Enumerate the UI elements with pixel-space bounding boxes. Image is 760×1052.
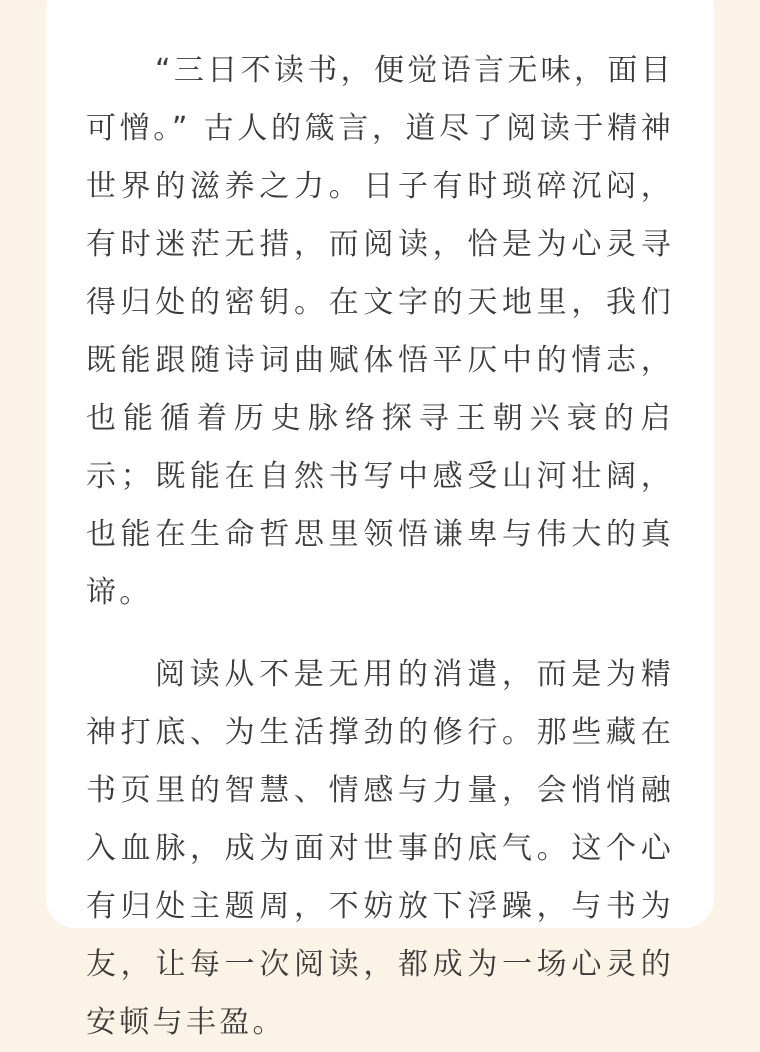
article-paragraph-2: 阅读从不是无用的消遣，而是为精神打底、为生活撑劲的修行。那些藏在书页里的智慧、情感与力量，会悄悄融入血脉，成为面对世事的底气。这个心有归处主题周，不妨放下浮躁，与书为友，让每一次阅读，都成为一场心灵的安顿与丰盈。 <box>86 657 674 1040</box>
article-paragraph-1: “三日不读书，便觉语言无味，面目可憎。” 古人的箴言，道尽了阅读于精神世界的滋养之力。日子有时琐碎沉闷，有时迷茫无措，而阅读，恰是为心灵寻得归处的密钥。在文字的天地里，我们既能跟随诗词曲赋体悟平仄中的情志，也能循着历史脉络探寻王朝兴衰的启示；既能在自然书写中感受山河壮阔，也能在生命哲思里领悟谦卑与伟大的真谛。 <box>86 53 674 610</box>
article-card <box>46 0 714 1040</box>
